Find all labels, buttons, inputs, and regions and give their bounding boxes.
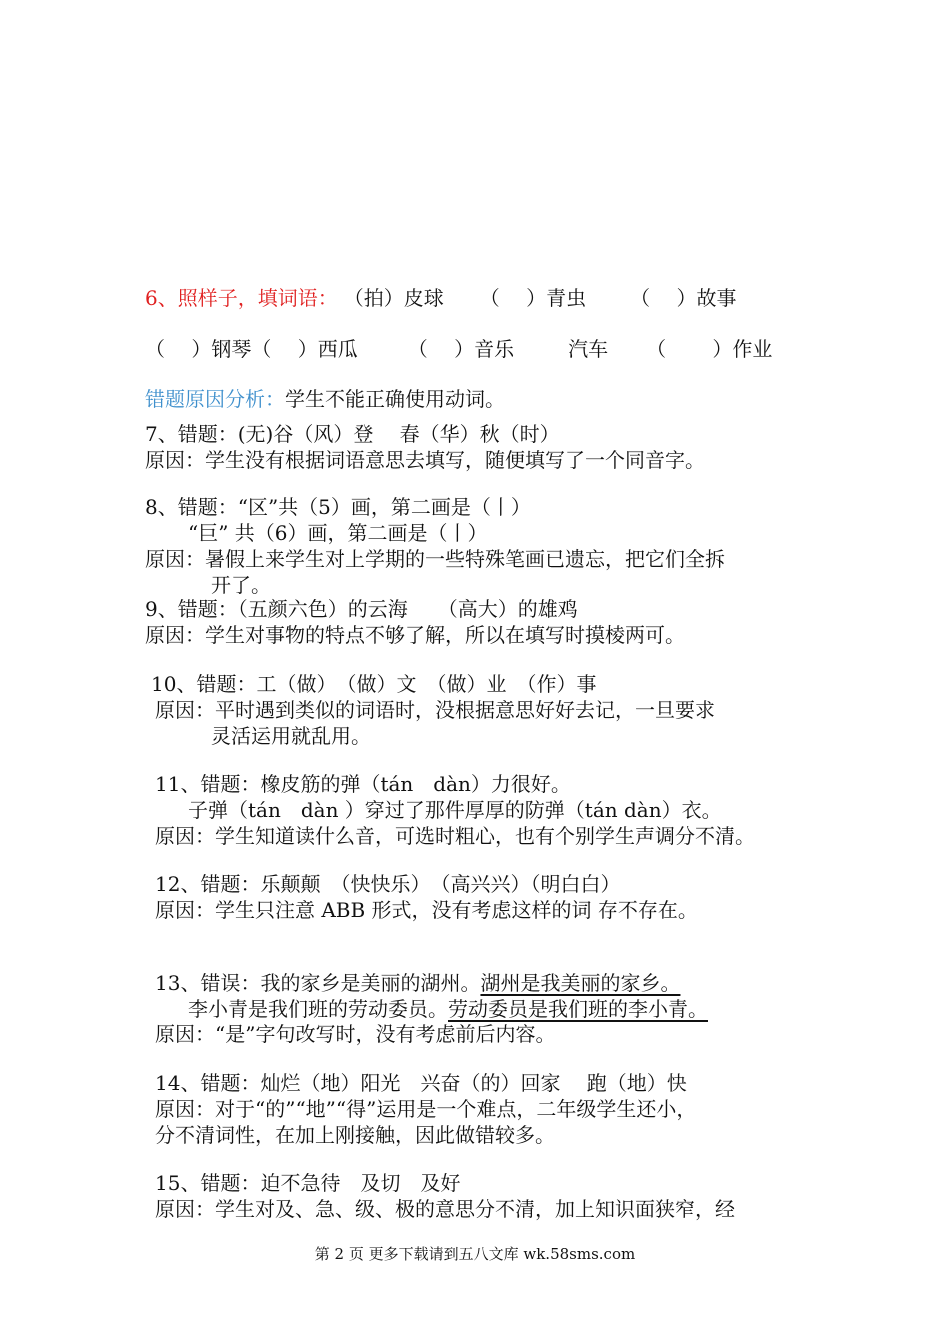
q13-reason: 原因：“是”字句改写时，没有考虑前后内容。 — [155, 1022, 556, 1046]
q6-analysis-text: 学生不能正确使用动词。 — [285, 387, 505, 411]
q6-label: 6、照样子，填词语： — [145, 286, 338, 310]
q6-analysis-label: 错题原因分析： — [145, 387, 285, 411]
q13-prefix: 13、错误：我的家乡是美丽的湖州。 — [155, 971, 481, 995]
q10-reason-cont: 灵活运用就乱用。 — [211, 724, 371, 748]
q10-reason: 原因：平时遇到类似的词语时，没根据意思好好去记，一旦要求 — [155, 698, 715, 722]
q14-reason: 原因：对于“的”“地”“得”运用是一个难点，二年级学生还小， — [155, 1097, 697, 1121]
q13-line1 — [155, 970, 680, 996]
q8-reason-cont: 开了。 — [211, 573, 271, 597]
q12-reason: 原因：学生只注意 ABB 形式，没有考虑这样的词 存不存在。 — [155, 898, 698, 922]
q12-title: 12、错题：乐颠颠 （快快乐） （高兴兴）（明白白） — [155, 872, 621, 896]
page-footer: 第 2 页 更多下载请到五八文库 wk.58sms.com — [314, 1245, 636, 1263]
q13-answer2: 劳动委员是我们班的李小青。 — [448, 997, 708, 1021]
q9-title: 9、错题：（五颜六色）的云海 （高大）的雄鸡 — [145, 597, 578, 621]
q6-item: 汽车 — [568, 337, 609, 361]
q14-reason-cont: 分不清词性，在加上刚接触，因此做错较多。 — [155, 1123, 555, 1147]
q7-reason: 原因：学生没有根据词语意思去填写，随便填写了一个同音字。 — [145, 448, 705, 472]
q11-reason: 原因：学生知道读什么音，可选时粗心，也有个别学生声调分不清。 — [155, 824, 755, 848]
q6-item: （ ）作业 — [646, 337, 773, 361]
q15-title: 15、错题：迫不急待 及切 及好 — [155, 1171, 461, 1195]
q6-row2 — [145, 336, 772, 362]
q6-analysis — [145, 386, 505, 412]
q8-reason: 原因：暑假上来学生对上学期的一些特殊笔画已遗忘，把它们全拆 — [145, 547, 725, 571]
q14-title: 14、错题：灿烂（地）阳光 兴奋（的）回家 跑（地）快 — [155, 1071, 687, 1095]
q8-line2: “巨” 共（6）画，第二画是（丨） — [188, 521, 488, 545]
q11-title: 11、错题：橡皮筋的弹（tán dàn）力很好。 — [155, 772, 571, 796]
q9-reason: 原因：学生对事物的特点不够了解，所以在填写时摸棱两可。 — [145, 623, 685, 647]
q7-title: 7、错题：(无)谷（风）登 春（华）秋（时） — [145, 422, 560, 446]
q8-title: 8、错题：“区”共（5）画，第二画是（丨） — [145, 495, 531, 519]
q15-reason: 原因：学生对及、急、级、极的意思分不清，加上知识面狭窄，经 — [155, 1197, 735, 1221]
q6-item: （ ）青虫 — [479, 286, 587, 310]
q13-line2 — [188, 996, 708, 1022]
q6-row1 — [145, 285, 736, 311]
q6-item: （ ）故事 — [630, 286, 737, 310]
q6-item: （ ）钢琴（ ）西瓜 — [145, 337, 358, 361]
q6-item: （拍）皮球 — [343, 286, 444, 310]
q10-title: 10、错题：工（做） （做）文 （做）业 （作）事 — [151, 672, 597, 696]
q13-line2-prefix: 李小青是我们班的劳动委员。 — [188, 997, 448, 1021]
q6-item: （ ）音乐 — [407, 337, 515, 361]
q11-line2: 子弹（tán dàn ）穿过了那件厚厚的防弹（tán dàn）衣。 — [188, 798, 722, 822]
q13-answer1: 湖州是我美丽的家乡。 — [480, 971, 681, 995]
